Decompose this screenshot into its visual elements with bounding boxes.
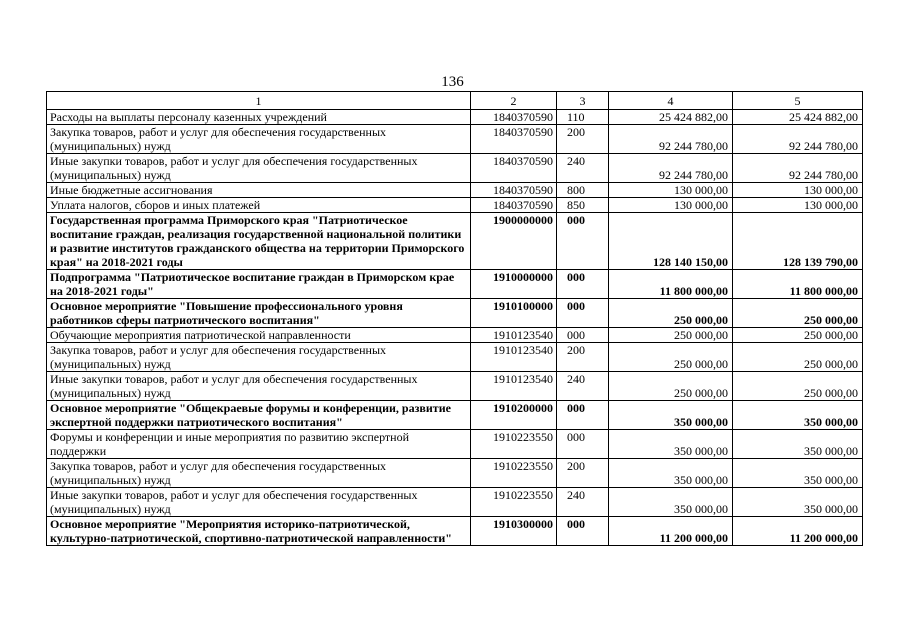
expense-type-cell: 200 [557, 459, 609, 488]
amount-col5-cell: 128 139 790,00 [733, 213, 863, 270]
amount-col5-cell: 25 424 882,00 [733, 110, 863, 125]
target-code-cell: 1910223550 [471, 430, 557, 459]
amount-col5-cell: 250 000,00 [733, 343, 863, 372]
target-code-cell: 1910223550 [471, 488, 557, 517]
item-name-cell: Закупка товаров, работ и услуг для обеспечения государственных (муниципальных) нужд [47, 459, 471, 488]
target-code-cell: 1910123540 [471, 372, 557, 401]
amount-col5-cell: 350 000,00 [733, 488, 863, 517]
item-name-cell: Расходы на выплаты персоналу казенных учреждений [47, 110, 471, 125]
amount-col4-cell: 11 200 000,00 [609, 517, 733, 546]
expense-type-cell: 200 [557, 343, 609, 372]
expense-type-cell: 240 [557, 488, 609, 517]
expense-type-cell: 000 [557, 213, 609, 270]
expense-type-cell: 110 [557, 110, 609, 125]
table-row [47, 198, 863, 213]
item-name-cell: Иные закупки товаров, работ и услуг для обеспечения государственных (муниципальных) нужд [47, 372, 471, 401]
item-name-cell: Закупка товаров, работ и услуг для обеспечения государственных (муниципальных) нужд [47, 343, 471, 372]
table-row [47, 372, 863, 401]
amount-col4-cell: 350 000,00 [609, 488, 733, 517]
amount-col5-cell: 250 000,00 [733, 328, 863, 343]
header-col-1: 1 [47, 92, 471, 110]
amount-col5-cell: 250 000,00 [733, 299, 863, 328]
header-col-2: 2 [471, 92, 557, 110]
amount-col4-cell: 250 000,00 [609, 343, 733, 372]
expense-type-cell: 000 [557, 517, 609, 546]
header-col-5: 5 [733, 92, 863, 110]
expense-type-cell: 850 [557, 198, 609, 213]
item-name-cell: Уплата налогов, сборов и иных платежей [47, 198, 471, 213]
item-name-cell: Государственная программа Приморского края "Патриотическое воспитание граждан, реализация государственной национальной политики и развитие институтов гражданского общества на территории Приморского края" на 2018-2021 годы [47, 213, 471, 270]
target-code-cell: 1840370590 [471, 125, 557, 154]
target-code-cell: 1910100000 [471, 299, 557, 328]
amount-col5-cell: 92 244 780,00 [733, 154, 863, 183]
target-code-cell: 1910300000 [471, 517, 557, 546]
table-row [47, 270, 863, 299]
table-row [47, 110, 863, 125]
header-row [47, 92, 863, 110]
expense-type-cell: 240 [557, 154, 609, 183]
item-name-cell: Обучающие мероприятия патриотической направленности [47, 328, 471, 343]
item-name-cell: Основное мероприятие "Общекраевые форумы и конференции, развитие экспертной поддержки патриотического воспитания" [47, 401, 471, 430]
amount-col4-cell: 128 140 150,00 [609, 213, 733, 270]
page-number: 136 [441, 74, 464, 90]
item-name-cell: Форумы и конференции и иные мероприятия по развитию экспертной поддержки [47, 430, 471, 459]
table-row [47, 213, 863, 270]
amount-col4-cell: 25 424 882,00 [609, 110, 733, 125]
budget-table [46, 91, 863, 546]
target-code-cell: 1840370590 [471, 110, 557, 125]
amount-col5-cell: 11 200 000,00 [733, 517, 863, 546]
target-code-cell: 1910123540 [471, 343, 557, 372]
amount-col4-cell: 130 000,00 [609, 183, 733, 198]
table-body [47, 110, 863, 546]
amount-col5-cell: 130 000,00 [733, 198, 863, 213]
header-col-4: 4 [609, 92, 733, 110]
amount-col4-cell: 11 800 000,00 [609, 270, 733, 299]
expense-type-cell: 240 [557, 372, 609, 401]
amount-col5-cell: 350 000,00 [733, 401, 863, 430]
table-row [47, 183, 863, 198]
table-row [47, 299, 863, 328]
amount-col4-cell: 250 000,00 [609, 328, 733, 343]
amount-col4-cell: 250 000,00 [609, 372, 733, 401]
table-row [47, 459, 863, 488]
target-code-cell: 1900000000 [471, 213, 557, 270]
amount-col5-cell: 130 000,00 [733, 183, 863, 198]
amount-col4-cell: 92 244 780,00 [609, 154, 733, 183]
target-code-cell: 1910200000 [471, 401, 557, 430]
amount-col5-cell: 11 800 000,00 [733, 270, 863, 299]
expense-type-cell: 000 [557, 401, 609, 430]
table-row [47, 125, 863, 154]
target-code-cell: 1910123540 [471, 328, 557, 343]
table-header [47, 92, 863, 110]
amount-col5-cell: 250 000,00 [733, 372, 863, 401]
amount-col5-cell: 350 000,00 [733, 459, 863, 488]
expense-type-cell: 000 [557, 299, 609, 328]
item-name-cell: Закупка товаров, работ и услуг для обеспечения государственных (муниципальных) нужд [47, 125, 471, 154]
table-row [47, 343, 863, 372]
item-name-cell: Иные закупки товаров, работ и услуг для обеспечения государственных (муниципальных) нужд [47, 154, 471, 183]
amount-col4-cell: 92 244 780,00 [609, 125, 733, 154]
amount-col4-cell: 250 000,00 [609, 299, 733, 328]
table-row [47, 517, 863, 546]
table-row [47, 328, 863, 343]
amount-col4-cell: 350 000,00 [609, 459, 733, 488]
amount-col5-cell: 350 000,00 [733, 430, 863, 459]
amount-col4-cell: 130 000,00 [609, 198, 733, 213]
amount-col5-cell: 92 244 780,00 [733, 125, 863, 154]
item-name-cell: Иные закупки товаров, работ и услуг для обеспечения государственных (муниципальных) нужд [47, 488, 471, 517]
item-name-cell: Иные бюджетные ассигнования [47, 183, 471, 198]
item-name-cell: Подпрограмма "Патриотическое воспитание граждан в Приморском крае на 2018-2021 годы" [47, 270, 471, 299]
target-code-cell: 1910223550 [471, 459, 557, 488]
expense-type-cell: 800 [557, 183, 609, 198]
expense-type-cell: 000 [557, 270, 609, 299]
target-code-cell: 1840370590 [471, 198, 557, 213]
expense-type-cell: 000 [557, 328, 609, 343]
expense-type-cell: 200 [557, 125, 609, 154]
table-row [47, 488, 863, 517]
item-name-cell: Основное мероприятие "Мероприятия историко-патриотической, культурно-патриотической, спортивно-патриотической направленности" [47, 517, 471, 546]
target-code-cell: 1840370590 [471, 154, 557, 183]
target-code-cell: 1840370590 [471, 183, 557, 198]
expense-type-cell: 000 [557, 430, 609, 459]
amount-col4-cell: 350 000,00 [609, 401, 733, 430]
item-name-cell: Основное мероприятие "Повышение профессионального уровня работников сферы патриотического воспитания" [47, 299, 471, 328]
header-col-3: 3 [557, 92, 609, 110]
table-row [47, 430, 863, 459]
target-code-cell: 1910000000 [471, 270, 557, 299]
table-row [47, 154, 863, 183]
amount-col4-cell: 350 000,00 [609, 430, 733, 459]
table-row [47, 401, 863, 430]
